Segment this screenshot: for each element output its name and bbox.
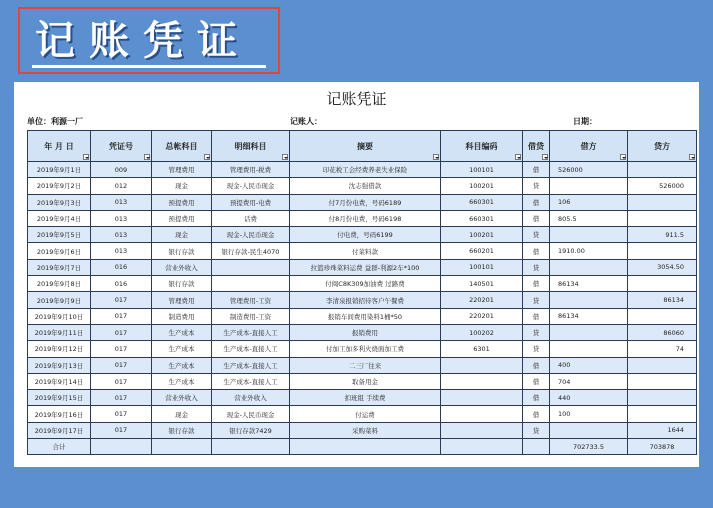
table-row [28, 406, 697, 422]
voucher-no-cell[interactable]: 017 [91, 422, 152, 438]
filter-dropdown-icon[interactable] [542, 154, 548, 160]
table-row [28, 259, 697, 275]
account-code-cell[interactable]: 100101 [441, 259, 523, 275]
summary-cell[interactable]: 付加工加多利火烧面加工费 [290, 341, 441, 357]
account-code-cell[interactable]: 100201 [441, 178, 523, 194]
dr-cr-cell[interactable]: 借 [523, 406, 550, 422]
credit-cell[interactable] [628, 308, 697, 324]
debit-cell[interactable] [550, 422, 628, 438]
account-code-cell[interactable]: 660301 [441, 194, 523, 210]
total-debit[interactable]: 702733.5 [550, 439, 628, 455]
dr-cr-cell[interactable]: 贷 [523, 259, 550, 275]
debit-cell[interactable] [550, 292, 628, 308]
credit-cell[interactable]: 3054.50 [628, 259, 697, 275]
debit-cell[interactable] [550, 259, 628, 275]
filter-dropdown-icon[interactable] [689, 154, 695, 160]
unit-label: 单位：利源一厂 [27, 117, 83, 126]
summary-cell[interactable]: 二三厂往来 [290, 357, 441, 373]
account-code-cell[interactable]: 100202 [441, 324, 523, 340]
date-cell[interactable]: 2019年9月7日 [28, 259, 91, 275]
date-cell[interactable]: 2019年9月12日 [28, 341, 91, 357]
voucher-no-cell[interactable]: 017 [91, 341, 152, 357]
table-row [28, 373, 697, 389]
debit-cell[interactable] [550, 324, 628, 340]
credit-cell[interactable] [628, 406, 697, 422]
table-cell[interactable] [441, 439, 523, 455]
credit-cell[interactable] [628, 373, 697, 389]
table-cell[interactable] [152, 439, 212, 455]
account-code-cell[interactable]: 660201 [441, 243, 523, 259]
table-cell[interactable] [523, 439, 550, 455]
voucher-no-cell[interactable]: 017 [91, 292, 152, 308]
col-summary [290, 131, 441, 162]
table-row [28, 308, 697, 324]
col-detail-account-label: 明细科目 [234, 141, 267, 151]
date-cell[interactable]: 2019年9月15日 [28, 390, 91, 406]
account-code-cell[interactable]: 100101 [441, 162, 523, 178]
debit-cell[interactable]: 86134 [550, 276, 628, 292]
date-cell[interactable]: 2019年9月13日 [28, 357, 91, 373]
general-account-cell[interactable]: 生产成本 [152, 341, 212, 357]
dr-cr-cell[interactable]: 借 [523, 194, 550, 210]
table-row [28, 243, 697, 259]
dr-cr-cell[interactable]: 贷 [523, 422, 550, 438]
voucher-no-cell[interactable]: 012 [91, 178, 152, 194]
date-cell[interactable]: 2019年9月1日 [28, 162, 91, 178]
summary-cell[interactable]: 付闽C8K309加油费 过路费 [290, 276, 441, 292]
filter-dropdown-icon[interactable] [620, 154, 626, 160]
table-row [28, 324, 697, 340]
title-banner [18, 7, 280, 74]
date-cell[interactable]: 2019年9月16日 [28, 406, 91, 422]
account-code-cell[interactable]: 220201 [441, 292, 523, 308]
filter-dropdown-icon[interactable] [433, 154, 439, 160]
general-account-cell[interactable]: 生产成本 [152, 357, 212, 373]
debit-cell[interactable]: 1910.00 [550, 243, 628, 259]
credit-cell[interactable]: 911.5 [628, 227, 697, 243]
summary-cell[interactable]: 印花税工会经费养老失业保险 [290, 162, 441, 178]
general-account-cell[interactable]: 现金 [152, 227, 212, 243]
voucher-no-cell[interactable]: 017 [91, 324, 152, 340]
filter-dropdown-icon[interactable] [144, 154, 150, 160]
detail-account-cell[interactable]: 营业外收入 [212, 390, 290, 406]
voucher-no-cell[interactable]: 016 [91, 259, 152, 275]
summary-cell[interactable]: 付电费，号码6199 [290, 227, 441, 243]
summary-cell[interactable]: 采购菜料 [290, 422, 441, 438]
voucher-sheet [14, 82, 699, 467]
table-row [28, 276, 697, 292]
detail-account-cell[interactable]: 银行存款7429 [212, 422, 290, 438]
debit-cell[interactable]: 100 [550, 406, 628, 422]
detail-account-cell[interactable]: 生产成本-直接人工 [212, 341, 290, 357]
col-credit [628, 131, 697, 162]
credit-cell[interactable] [628, 194, 697, 210]
general-account-cell[interactable]: 预提费用 [152, 194, 212, 210]
detail-account-cell[interactable]: 话费 [212, 210, 290, 226]
detail-account-cell[interactable]: 现金-人民币现金 [212, 178, 290, 194]
table-row [28, 341, 697, 357]
summary-cell[interactable]: 取备用金 [290, 373, 441, 389]
credit-cell[interactable]: 74 [628, 341, 697, 357]
detail-account-cell[interactable] [212, 276, 290, 292]
detail-account-cell[interactable]: 生产成本-直接人工 [212, 324, 290, 340]
detail-account-cell[interactable]: 管理费用-工资 [212, 292, 290, 308]
col-account-code [441, 131, 523, 162]
voucher-no-cell[interactable]: 017 [91, 390, 152, 406]
general-account-cell[interactable]: 营业外收入 [152, 390, 212, 406]
general-account-cell[interactable]: 银行存款 [152, 276, 212, 292]
detail-account-cell[interactable]: 管理费用-税费 [212, 162, 290, 178]
summary-cell[interactable]: 李清泉报销招待客户午餐费 [290, 292, 441, 308]
dr-cr-cell[interactable]: 借 [523, 276, 550, 292]
dr-cr-cell[interactable]: 贷 [523, 227, 550, 243]
debit-cell[interactable]: 526000 [550, 162, 628, 178]
credit-cell[interactable] [628, 357, 697, 373]
col-date-label: 年 月 日 [44, 141, 74, 151]
voucher-no-cell[interactable]: 013 [91, 210, 152, 226]
account-code-cell[interactable] [441, 373, 523, 389]
account-code-cell[interactable]: 140501 [441, 276, 523, 292]
account-code-cell[interactable]: 660301 [441, 210, 523, 226]
summary-cell[interactable]: 沈志强借款 [290, 178, 441, 194]
table-cell[interactable] [290, 439, 441, 455]
detail-account-cell[interactable]: 现金-人民币现金 [212, 406, 290, 422]
voucher-no-cell[interactable]: 017 [91, 357, 152, 373]
dr-cr-cell[interactable]: 借 [523, 390, 550, 406]
detail-account-cell[interactable]: 生产成本-直接人工 [212, 373, 290, 389]
credit-cell[interactable]: 86134 [628, 292, 697, 308]
summary-cell[interactable]: 拉篮珍珠菜料运费 益群-利源2车*100 [290, 259, 441, 275]
dr-cr-cell[interactable]: 借 [523, 373, 550, 389]
col-date [28, 131, 91, 162]
general-account-cell[interactable]: 管理费用 [152, 162, 212, 178]
banner-underline [32, 65, 266, 68]
total-credit[interactable]: 703878 [628, 439, 697, 455]
account-code-cell[interactable]: 6301 [441, 341, 523, 357]
debit-cell[interactable]: 86134 [550, 308, 628, 324]
account-code-cell[interactable]: 100201 [441, 227, 523, 243]
col-credit-label: 贷方 [654, 141, 670, 151]
summary-cell[interactable]: 付菜料款 [290, 243, 441, 259]
table-row [28, 194, 697, 210]
credit-cell[interactable] [628, 276, 697, 292]
col-account-code-label: 科目编码 [465, 141, 498, 151]
debit-cell[interactable] [550, 227, 628, 243]
date-cell[interactable]: 2019年9月9日 [28, 292, 91, 308]
debit-cell[interactable]: 805.5 [550, 210, 628, 226]
dr-cr-cell[interactable]: 借 [523, 210, 550, 226]
voucher-no-cell[interactable]: 017 [91, 308, 152, 324]
general-account-cell[interactable]: 现金 [152, 178, 212, 194]
col-summary-label: 摘要 [357, 141, 373, 151]
table-row [28, 292, 697, 308]
filter-dropdown-icon[interactable] [282, 154, 288, 160]
debit-cell[interactable]: 106 [550, 194, 628, 210]
summary-cell[interactable]: 付7月份电费，号码6189 [290, 194, 441, 210]
summary-cell[interactable]: 报销费用 [290, 324, 441, 340]
general-account-cell[interactable]: 营业外收入 [152, 259, 212, 275]
general-account-cell[interactable]: 制造费用 [152, 308, 212, 324]
table-row [28, 227, 697, 243]
table-cell[interactable] [91, 439, 152, 455]
col-debit [550, 131, 628, 162]
voucher-no-cell[interactable]: 009 [91, 162, 152, 178]
banner-title: 记账凭证 [35, 18, 251, 64]
date-cell[interactable]: 2019年9月6日 [28, 243, 91, 259]
debit-cell[interactable]: 440 [550, 390, 628, 406]
table-row [28, 178, 697, 194]
account-code-cell[interactable] [441, 390, 523, 406]
date-cell[interactable]: 2019年9月11日 [28, 324, 91, 340]
credit-cell[interactable] [628, 210, 697, 226]
dr-cr-cell[interactable]: 贷 [523, 324, 550, 340]
voucher-no-cell[interactable]: 013 [91, 227, 152, 243]
table-row [28, 422, 697, 438]
voucher-no-cell[interactable]: 017 [91, 373, 152, 389]
general-account-cell[interactable]: 生产成本 [152, 373, 212, 389]
table-row [28, 390, 697, 406]
table-row [28, 162, 697, 178]
general-account-cell[interactable]: 银行存款 [152, 243, 212, 259]
header-row [28, 131, 697, 162]
dr-cr-cell[interactable]: 借 [523, 357, 550, 373]
detail-account-cell[interactable]: 现金-人民币现金 [212, 227, 290, 243]
dr-cr-cell[interactable]: 借 [523, 243, 550, 259]
col-detail-account [212, 131, 290, 162]
col-debit-label: 借方 [580, 141, 597, 151]
general-account-cell[interactable]: 预提费用 [152, 210, 212, 226]
sheet-title: 记账凭证 [326, 90, 387, 108]
total-label[interactable]: 合计 [28, 439, 91, 455]
detail-account-cell[interactable]: 生产成本-直接人工 [212, 357, 290, 373]
summary-cell[interactable]: 付8月份电费，号码6198 [290, 210, 441, 226]
account-code-cell[interactable] [441, 422, 523, 438]
dr-cr-cell[interactable]: 贷 [523, 178, 550, 194]
general-account-cell[interactable]: 管理费用 [152, 292, 212, 308]
col-dr-cr [523, 131, 550, 162]
detail-account-cell[interactable] [212, 259, 290, 275]
date-cell[interactable]: 2019年9月2日 [28, 178, 91, 194]
dr-cr-cell[interactable]: 贷 [523, 292, 550, 308]
debit-cell[interactable]: 400 [550, 357, 628, 373]
voucher-table [27, 130, 697, 455]
summary-cell[interactable]: 付运费 [290, 406, 441, 422]
col-dr-cr-label: 借贷 [528, 141, 544, 151]
table-cell[interactable] [212, 439, 290, 455]
col-voucher-no [91, 131, 152, 162]
credit-cell[interactable] [628, 390, 697, 406]
debit-cell[interactable]: 704 [550, 373, 628, 389]
credit-cell[interactable]: 1644 [628, 422, 697, 438]
credit-cell[interactable]: 86060 [628, 324, 697, 340]
voucher-no-cell[interactable]: 013 [91, 243, 152, 259]
voucher-no-cell[interactable]: 017 [91, 406, 152, 422]
detail-account-cell[interactable]: 制造费用-工资 [212, 308, 290, 324]
date-cell[interactable]: 2019年9月3日 [28, 194, 91, 210]
debit-cell[interactable] [550, 341, 628, 357]
filter-dropdown-icon[interactable] [515, 154, 521, 160]
account-code-cell[interactable] [441, 406, 523, 422]
credit-cell[interactable]: 526000 [628, 178, 697, 194]
filter-dropdown-icon[interactable] [204, 154, 210, 160]
filter-dropdown-icon[interactable] [83, 154, 89, 160]
voucher-no-cell[interactable]: 016 [91, 276, 152, 292]
account-code-cell[interactable]: 220201 [441, 308, 523, 324]
detail-account-cell[interactable]: 银行存款-民生4070 [212, 243, 290, 259]
general-account-cell[interactable]: 现金 [152, 406, 212, 422]
account-code-cell[interactable] [441, 357, 523, 373]
total-row [28, 439, 697, 455]
date-cell[interactable]: 2019年9月17日 [28, 422, 91, 438]
col-voucher-no-label: 凭证号 [109, 141, 133, 151]
summary-cell[interactable]: 扣班组 手续费 [290, 390, 441, 406]
date-cell[interactable]: 2019年9月14日 [28, 373, 91, 389]
date-cell[interactable]: 2019年9月5日 [28, 227, 91, 243]
table-row [28, 210, 697, 226]
general-account-cell[interactable]: 生产成本 [152, 324, 212, 340]
date-cell[interactable]: 2019年9月8日 [28, 276, 91, 292]
dr-cr-cell[interactable]: 借 [523, 308, 550, 324]
table-row [28, 357, 697, 373]
summary-cell[interactable]: 报销车间费用染料1桶*50 [290, 308, 441, 324]
credit-cell[interactable] [628, 243, 697, 259]
col-general-account [152, 131, 212, 162]
voucher-no-cell[interactable]: 013 [91, 194, 152, 210]
recorder-label: 记账人： [290, 117, 322, 126]
dr-cr-cell[interactable]: 贷 [523, 341, 550, 357]
date-label: 日期： [573, 117, 597, 126]
general-account-cell[interactable]: 银行存款 [152, 422, 212, 438]
dr-cr-cell[interactable]: 借 [523, 162, 550, 178]
date-cell[interactable]: 2019年9月4日 [28, 210, 91, 226]
debit-cell[interactable] [550, 178, 628, 194]
date-cell[interactable]: 2019年9月10日 [28, 308, 91, 324]
credit-cell[interactable] [628, 162, 697, 178]
col-general-account-label: 总帐科目 [165, 141, 198, 151]
detail-account-cell[interactable]: 预提费用-电费 [212, 194, 290, 210]
